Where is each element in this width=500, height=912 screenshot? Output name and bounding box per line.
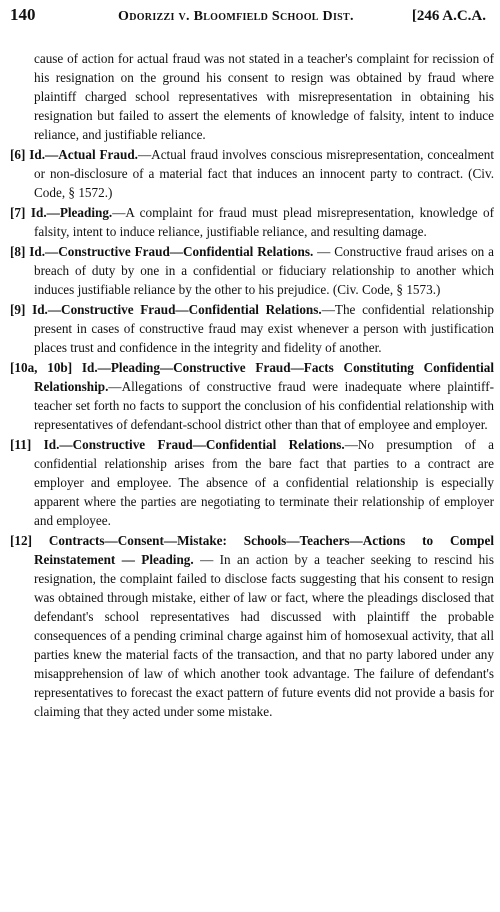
headnote-number: [12] bbox=[10, 533, 32, 548]
headnote-heading: Id.—Constructive Fraud—Confidential Relations. bbox=[32, 302, 322, 317]
page-header bbox=[10, 5, 486, 31]
headnote-text: — In an action by a teacher seeking to rescind his resignation, the complaint failed to disclose facts suggesting that his consent to resign was obtained through mistake, either of law or fact, where the pleadings disclosed that defendant's school representatives had discussed with plaintiff the probable consequences of a pending criminal charge against him of homosexual activity, that all parties knew the material facts of the transaction, and that no party labored under any misapprehension of law of which another took advantage. The failure of defendant's representatives to forecast the exact pattern of future events did not provide a basis for claiming that they acted under some mistake. bbox=[34, 552, 494, 719]
running-title: Odorizzi v. Bloomfield School Dist. bbox=[118, 9, 354, 24]
reporter-citation: [246 A.C.A. bbox=[411, 8, 486, 24]
headnote-number: [6] bbox=[10, 147, 26, 162]
headnote-text: —Actual fraud involves conscious misrepresentation, concealment or non-disclosure of a material fact that induces an innocent party to contract. (Civ. Code, § 1572.) bbox=[34, 147, 495, 200]
headnote-text: —No presumption of a confidential relationship arises from the bare fact that parties to a contract are employer and employee. The absence of a confidential relationship is especially apparent where the parties are negotiating to terminate their relationship of employer and employee. bbox=[34, 437, 495, 528]
headnote-11 bbox=[10, 435, 494, 530]
headnote-8 bbox=[10, 242, 494, 299]
headnotes bbox=[10, 49, 494, 722]
headnote-number: [9] bbox=[10, 302, 26, 317]
headnote-heading: Id.—Pleading. bbox=[30, 205, 113, 220]
headnote-number: [11] bbox=[10, 437, 32, 452]
headnote-text: cause of action for actual fraud was not stated in a teacher's complaint for recission of his resignation on the ground his consent to resign was obtained by fraud where plaintiff charged school representatives with misrepresentation in obtaining his resignation but failed to assert the elements of knowledge of falsity, intent to induce reliance, and justifiable reliance. bbox=[34, 51, 494, 142]
headnote-heading: Id.—Constructive Fraud—Confidential Relations. bbox=[29, 244, 314, 259]
headnote-6 bbox=[10, 145, 494, 202]
headnote-heading: Contracts—Consent—Mistake: Schools—Teachers—Actions to Compel Reinstatement — Pleading. bbox=[34, 533, 494, 567]
headnote-7 bbox=[10, 203, 494, 241]
headnote-text: —Allegations of constructive fraud were inadequate where plaintiff-teacher set forth no facts to support the conclusion of his confidential relationship with representatives of defendant-school district other than that of employee and employer. bbox=[34, 379, 494, 432]
headnote-9 bbox=[10, 300, 494, 357]
headnote-heading: Id.—Constructive Fraud—Confidential Relations. bbox=[43, 437, 345, 452]
headnote-12 bbox=[10, 531, 494, 721]
headnote-number: [10a, 10b] bbox=[10, 360, 73, 375]
headnote-heading: Id.—Pleading—Constructive Fraud—Facts Constituting Confidential Relationship. bbox=[34, 360, 494, 394]
headnote-continuation bbox=[10, 49, 494, 144]
headnote-text: —The confidential relationship present in cases of constructive fraud may exist whenever a person with justification places trust and confidence in the integrity and fidelity of another. bbox=[34, 302, 495, 355]
page-number: 140 bbox=[10, 5, 36, 24]
headnote-number: [7] bbox=[10, 205, 26, 220]
headnote-text: —A complaint for fraud must plead misrepresentation, knowledge of falsity, intent to induce reliance, justifiable reliance, and resulting damage. bbox=[34, 205, 495, 239]
headnote-text: — Constructive fraud arises on a breach of duty by one in a confidential or fiduciary relationship to another which induces justifiable reliance by the other to his prejudice. (Civ. Code, § 1573.) bbox=[34, 244, 495, 297]
headnote-number: [8] bbox=[10, 244, 26, 259]
headnote-10 bbox=[10, 358, 494, 434]
headnote-heading: Id.—Actual Fraud. bbox=[29, 147, 138, 162]
